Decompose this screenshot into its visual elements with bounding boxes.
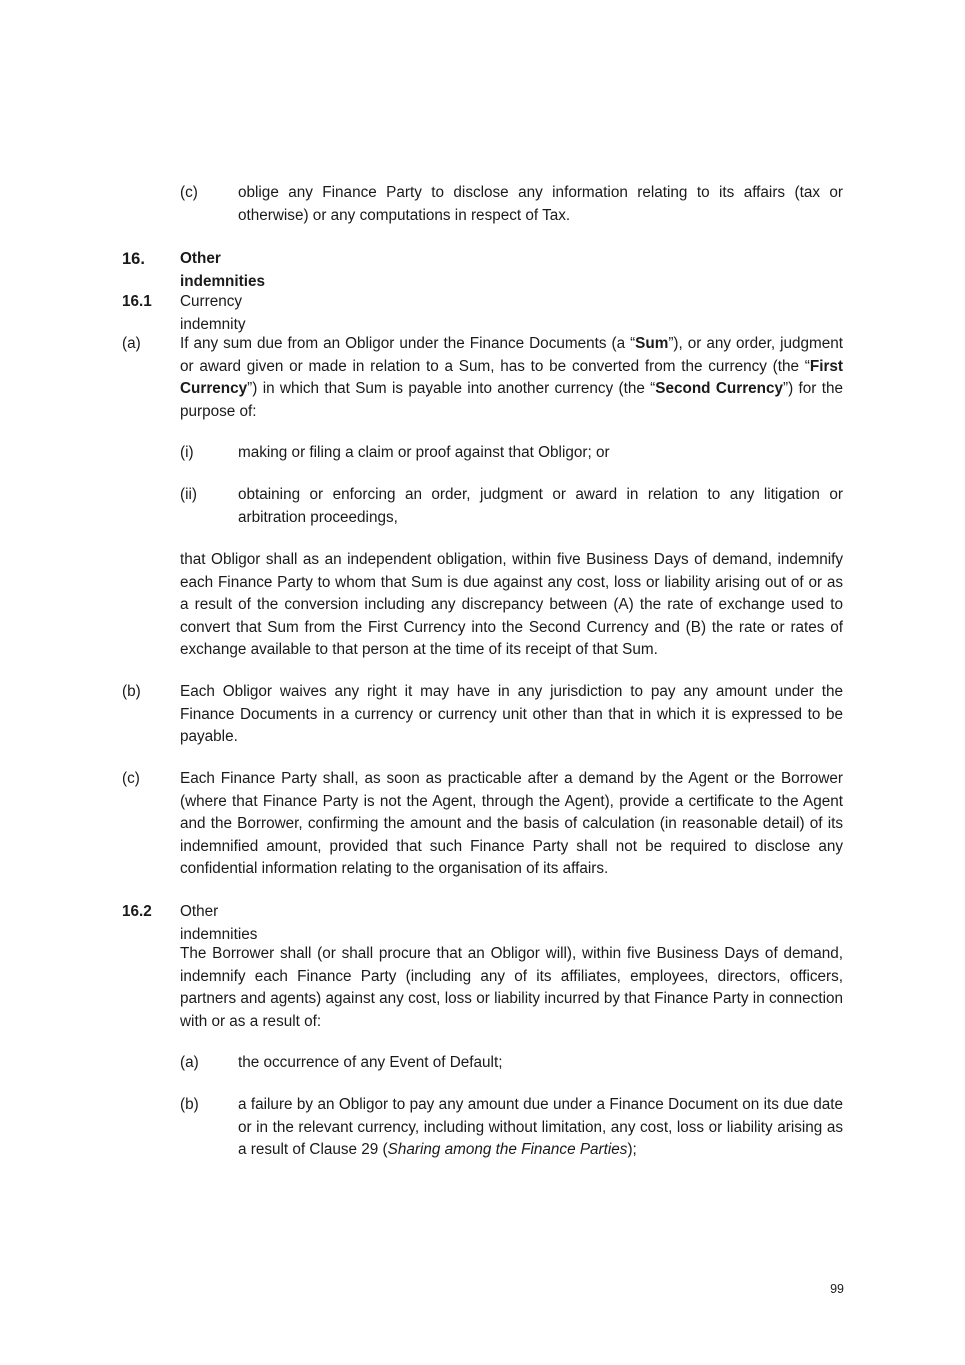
item-text: obtaining or enforcing an order, judgment or award in relation to any litigation or arbitration proceedings,	[238, 486, 843, 526]
item-text	[238, 1094, 843, 1162]
item-text: making or filing a claim or proof against that Obligor; or	[238, 444, 610, 461]
text-run: ”), or any order, judgment or award given or made in relation to a Sum, has to be converted from the currency (the “	[180, 335, 844, 375]
defined-term-sum: Sum	[635, 335, 669, 352]
text-run: ”) for the purpose of:	[180, 380, 843, 420]
item-text: Each Obligor waives any right it may have in any jurisdiction to pay any amount under the Finance Documents in a currency or currency unit other than that in which it is expressed to be payable.	[180, 683, 843, 746]
item-label: (c)	[180, 184, 198, 201]
item-label: (c)	[122, 770, 140, 787]
heading-number: 16.	[122, 250, 145, 268]
item-text	[180, 333, 843, 423]
text-run: ”) in which that Sum is payable into another currency (the “	[247, 380, 656, 398]
text-run: );	[627, 1141, 637, 1159]
heading-number: 16.1	[122, 293, 152, 310]
item-text: the occurrence of any Event of Default;	[238, 1054, 503, 1071]
clause-16-2-intro: The Borrower shall (or shall procure that an Obligor will), within five Business Days of demand, indemnify each Finance Party (including any of its affiliates, employees, directors, officers, partners and agents) against any cost, loss or liability incurred by that Finance Party in connection with or as a result of:	[180, 945, 843, 1030]
item-text: Each Finance Party shall, as soon as practicable after a demand by the Agent or the Borrower (where that Finance Party is not the Agent, through the Agent), provide a certificate to the Agent and the Borrower, confirming the amount and the basis of calculation (in reasonable detail) of its indemnified amount, provided that such Finance Party shall not be required to disclose any confidential information relating to the organisation of its affairs.	[180, 770, 843, 878]
item-label: (a)	[122, 335, 141, 352]
text-run: a failure by an Obligor to pay any amount due under a Finance Document on its due date or in the relevant currency, including without limitation, any cost, loss or liability arising as a result of Clause 29 (	[238, 1096, 843, 1159]
heading-number: 16.2	[122, 903, 152, 920]
item-label: (b)	[180, 1096, 199, 1113]
defined-term-first-currency: First Currency	[180, 357, 843, 398]
heading-title: Currency indemnity	[180, 293, 246, 333]
heading-title: Other indemnities	[180, 903, 258, 943]
item-label: (b)	[122, 683, 141, 700]
clause-16-1-a-continuation: that Obligor shall as an independent obligation, within five Business Days of demand, indemnify each Finance Party to whom that Sum is due against any cost, loss or liability arising out of or as a result of the conversion including any discrepancy between (A) the rate of exchange used to convert that Sum from the First Currency into the Second Currency and (B) the rate or rates of exchange available to that person at the time of its receipt of that Sum.	[180, 551, 843, 659]
item-text: oblige any Finance Party to disclose any information relating to its affairs (tax or otherwise) or any computations in respect of Tax.	[238, 184, 843, 224]
page-number: 99	[830, 1282, 844, 1296]
clause-reference-title: Sharing among the Finance Parties	[387, 1141, 628, 1159]
heading-title: Other indemnities	[180, 250, 265, 290]
item-label: (a)	[180, 1054, 199, 1071]
defined-term-second-currency: Second Currency	[655, 380, 784, 398]
text-run: If any sum due from an Obligor under the Finance Documents (a “	[180, 335, 636, 352]
item-label: (i)	[180, 444, 194, 461]
item-label: (ii)	[180, 486, 197, 503]
